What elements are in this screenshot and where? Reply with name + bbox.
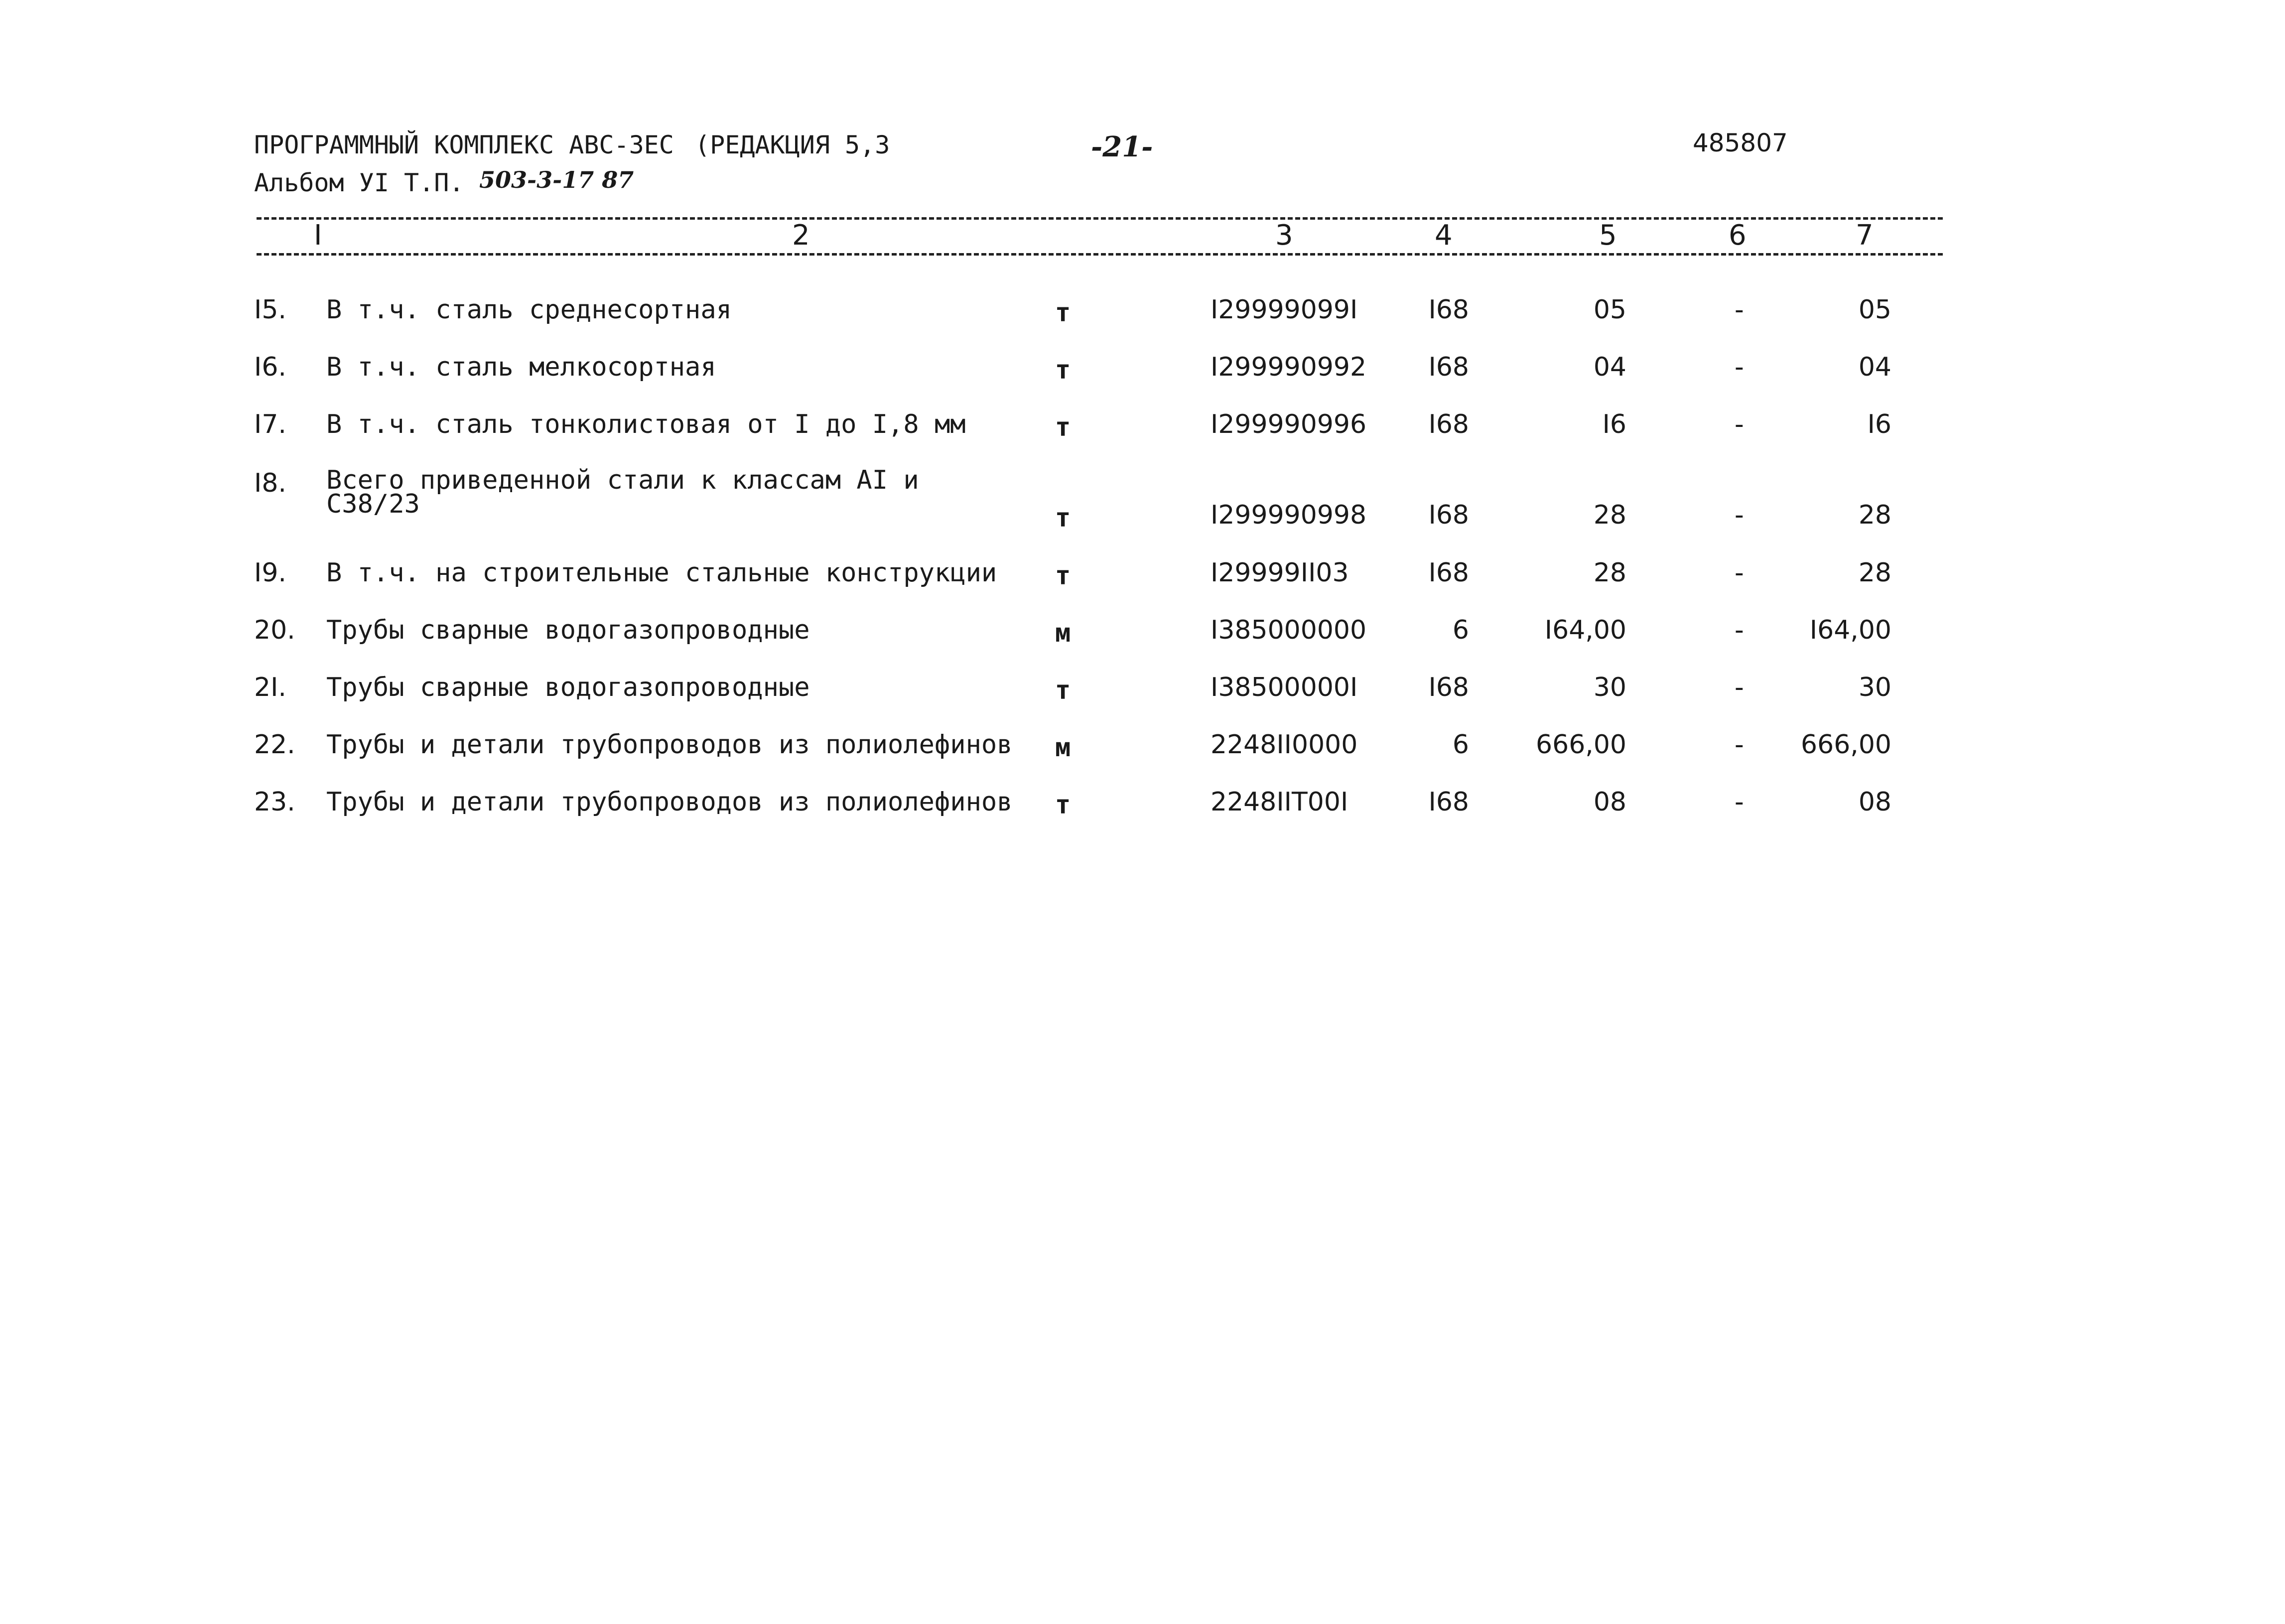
row-unit: м [1055,733,1071,763]
row-col6: - [1735,409,1744,439]
edition-label: (РЕДАКЦИЯ 5,3 [695,131,890,159]
row-unit: т [1055,503,1071,533]
row-unit: т [1055,676,1071,705]
row-col7: I6 [1867,409,1891,439]
row-col7: 05 [1858,295,1891,325]
row-col5: 28 [1593,558,1626,588]
row-col5: 08 [1593,787,1626,817]
row-col4: I68 [1428,500,1469,530]
row-number: I6. [254,352,286,382]
row-number: I7. [254,409,286,439]
row-number: 23. [254,787,295,817]
row-col6: - [1735,787,1744,817]
row-col5: 30 [1593,673,1626,702]
column-header-2: 2 [792,219,810,252]
row-code: I29999II03 [1210,558,1349,588]
row-code: I38500000I [1210,673,1358,702]
row-number: 20. [254,615,295,645]
row-col5: 28 [1593,500,1626,530]
row-code: I385000000 [1210,615,1367,645]
column-header-7: 7 [1856,219,1874,252]
row-code: 2248II0000 [1210,730,1358,760]
column-header-3: 3 [1275,219,1293,252]
program-title: ПРОГРАММНЫЙ КОМПЛЕКС АВС-3ЕС [254,131,674,159]
album-code: 503-3-17 87 [479,166,634,193]
row-name: В т.ч. сталь среднесортная [326,295,732,325]
row-code: I299990998 [1210,500,1367,530]
row-number: I8. [254,468,286,498]
row-col4: I68 [1428,673,1469,702]
row-col7: 08 [1858,787,1891,817]
row-col5: 04 [1593,352,1626,382]
row-name: Трубы сварные водогазопроводные [326,615,810,645]
row-number: I9. [254,558,286,588]
row-col4: I68 [1428,787,1469,817]
row-col7: 28 [1858,500,1891,530]
row-col6: - [1735,352,1744,382]
table-row [0,615,2285,660]
row-col6: - [1735,558,1744,588]
column-header-4: 4 [1435,219,1453,252]
table-row [0,558,2285,603]
row-col4: 6 [1452,730,1469,760]
document-number: 485807 [1693,129,1788,157]
row-col7: I64,00 [1809,615,1891,645]
table-row [0,295,2285,340]
row-col6: - [1735,615,1744,645]
table-row [0,730,2285,775]
row-code: I29999099I [1210,295,1358,325]
row-col4: I68 [1428,352,1469,382]
table-row [0,787,2285,832]
table-row [0,673,2285,717]
row-col7: 666,00 [1801,730,1891,760]
column-header-1: I [314,219,322,252]
row-name: Всего приведенной стали к классам АI и С38/23 [326,465,919,519]
row-col4: I68 [1428,409,1469,439]
row-name: Трубы и детали трубопроводов из полиолефинов [326,787,1013,817]
album-label: Альбом УI Т.П. [254,168,464,197]
row-col7: 04 [1858,352,1891,382]
row-unit: м [1055,618,1071,648]
row-col4: 6 [1452,615,1469,645]
row-number: 2I. [254,673,286,702]
table-row [0,465,2285,543]
header-rule-top [257,217,1943,220]
row-name: Трубы и детали трубопроводов из полиолефинов [326,730,1013,760]
row-unit: т [1055,561,1071,591]
row-col5: I6 [1602,409,1626,439]
row-unit: т [1055,355,1071,385]
row-col6: - [1735,730,1744,760]
row-col7: 30 [1858,673,1891,702]
row-name: В т.ч. на строительные стальные конструкции [326,558,997,588]
row-code: I299990992 [1210,352,1367,382]
page-number: -21- [1091,131,1153,163]
row-number: I5. [254,295,286,325]
row-col7: 28 [1858,558,1891,588]
row-col6: - [1735,673,1744,702]
row-name: В т.ч. сталь мелкосортная [326,352,716,382]
row-code: 2248IIT00I [1210,787,1348,817]
row-col5: I64,00 [1544,615,1626,645]
table-row [0,352,2285,397]
row-name: Трубы сварные водогазопроводные [326,673,810,702]
row-col5: 05 [1593,295,1626,325]
row-col4: I68 [1428,295,1469,325]
header-rule-bottom [257,253,1943,256]
row-number: 22. [254,730,295,760]
row-code: I299990996 [1210,409,1367,439]
table-row [0,409,2285,454]
row-col4: I68 [1428,558,1469,588]
row-unit: т [1055,790,1071,820]
row-col6: - [1735,500,1744,530]
column-header-6: 6 [1729,219,1747,252]
column-header-5: 5 [1599,219,1617,252]
row-unit: т [1055,298,1071,328]
row-col6: - [1735,295,1744,325]
row-unit: т [1055,412,1071,442]
row-name: В т.ч. сталь тонколистовая от I до I,8 мм [326,409,966,439]
row-col5: 666,00 [1536,730,1626,760]
